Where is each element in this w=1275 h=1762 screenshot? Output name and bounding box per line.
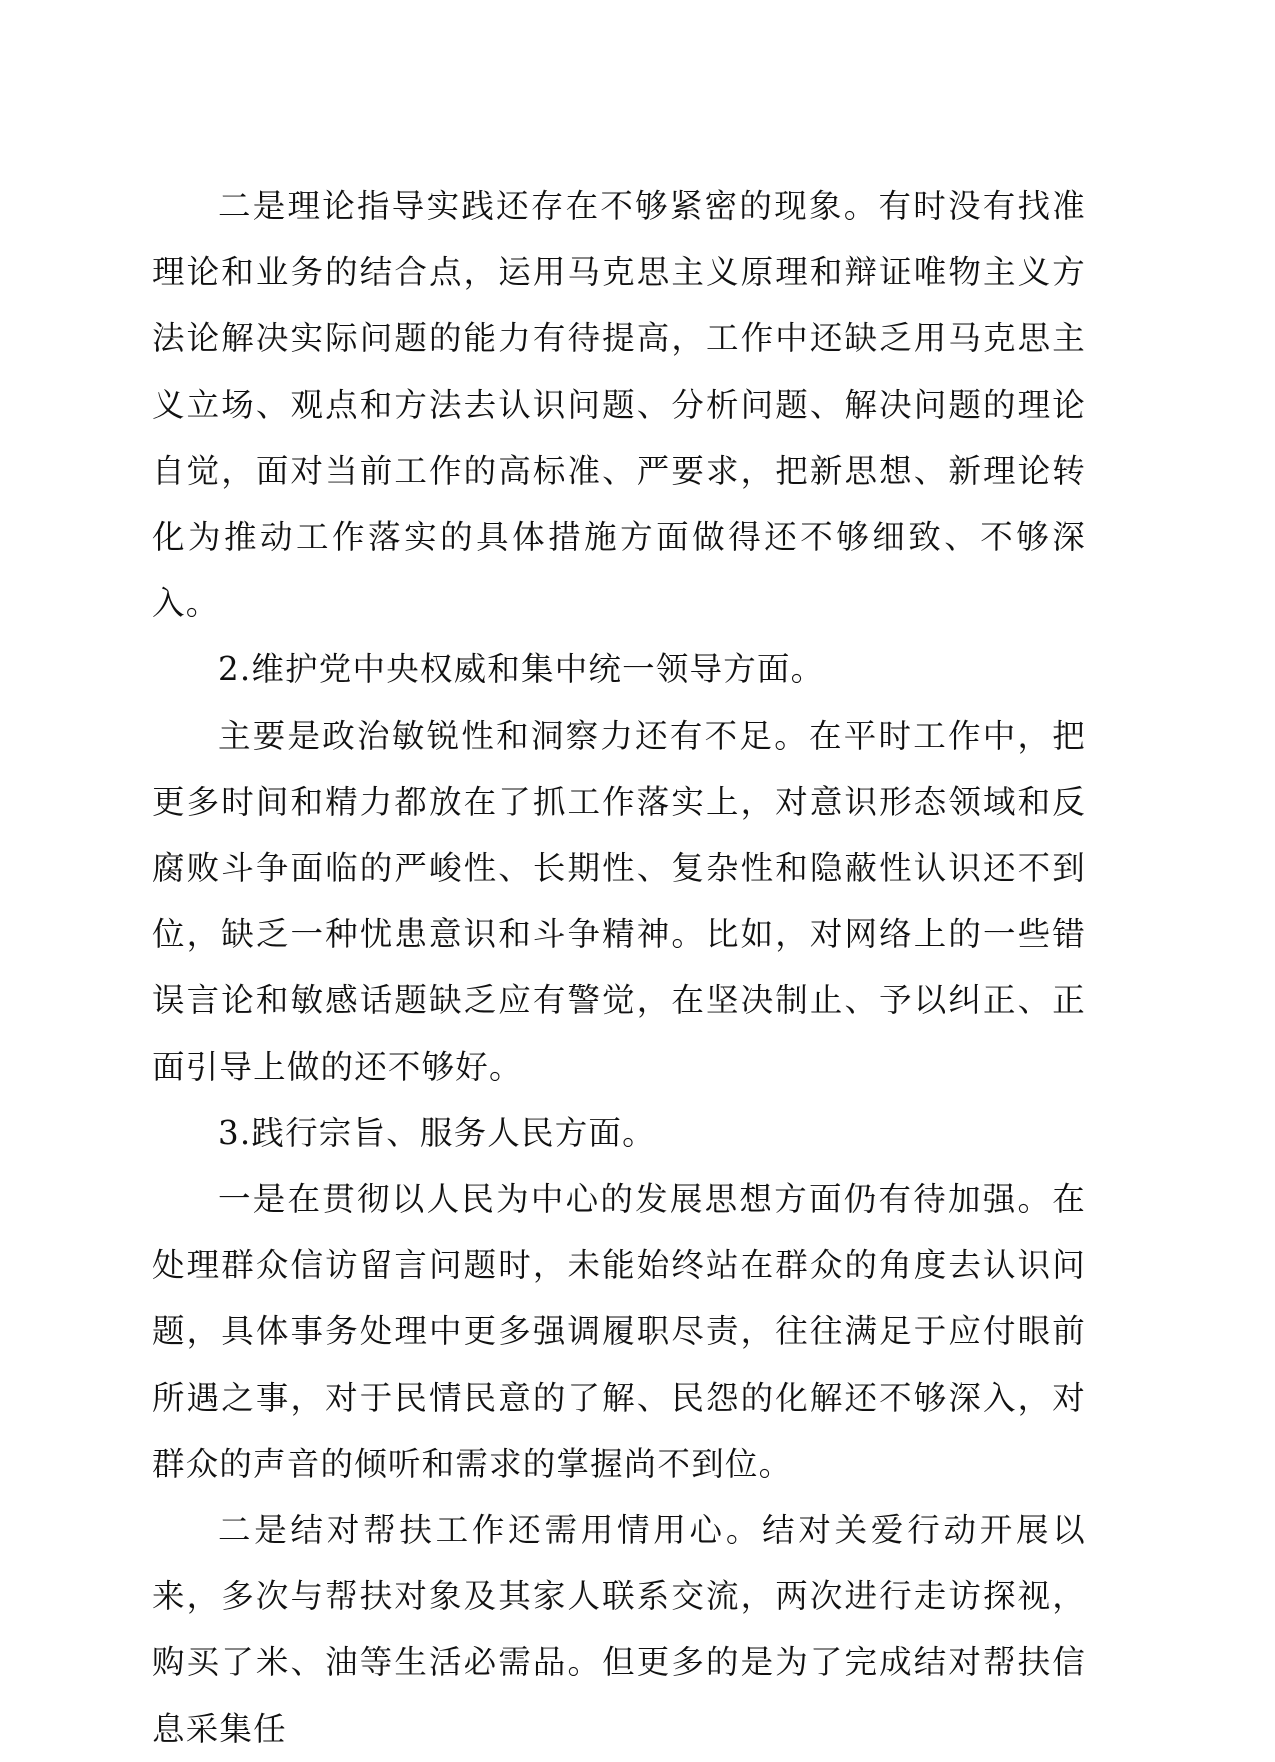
paragraph-political-sensitivity: 主要是政治敏锐性和洞察力还有不足。在平时工作中，把更多时间和精力都放在了抓工作落实上，对意识形态领域和反腐败斗争面临的严峻性、长期性、复杂性和隐蔽性认识还不到位，缺乏一种忧患意识和斗争精神。比如，对网络上的一些错误言论和敏感话题缺乏应有警觉，在坚决制止、予以纠正、正面引导上做的还不够好。 xyxy=(152,716,1086,1086)
section-heading-3: 3.践行宗旨、服务人民方面。 xyxy=(218,1113,656,1152)
section-heading-2: 2.维护党中央权威和集中统一领导方面。 xyxy=(218,650,825,689)
paragraph-people-centered: 一是在贯彻以人民为中心的发展思想方面仍有待加强。在处理群众信访留言问题时，未能始终站在群众的角度去认识问题，具体事务处理中更多强调履职尽责，往往满足于应付眼前所遇之事，对于民情民意的了解、民怨的化解还不够深入，对群众的声音的倾听和需求的掌握尚不到位。 xyxy=(152,1180,1086,1483)
paragraph-paired-assistance: 二是结对帮扶工作还需用情用心。结对关爱行动开展以来，多次与帮扶对象及其家人联系交流，两次进行走访探视，购买了米、油等生活必需品。但更多的是为了完成结对帮扶信息采集任 xyxy=(152,1511,1086,1748)
document-page xyxy=(152,173,1086,1762)
paragraph-theory-practice: 二是理论指导实践还存在不够紧密的现象。有时没有找准理论和业务的结合点，运用马克思主义原理和辩证唯物主义方法论解决实际问题的能力有待提高，工作中还缺乏用马克思主义立场、观点和方法去认识问题、分析问题、解决问题的理论自觉，面对当前工作的高标准、严要求，把新思想、新理论转化为推动工作落实的具体措施方面做得还不够细致、不够深入。 xyxy=(152,187,1086,623)
